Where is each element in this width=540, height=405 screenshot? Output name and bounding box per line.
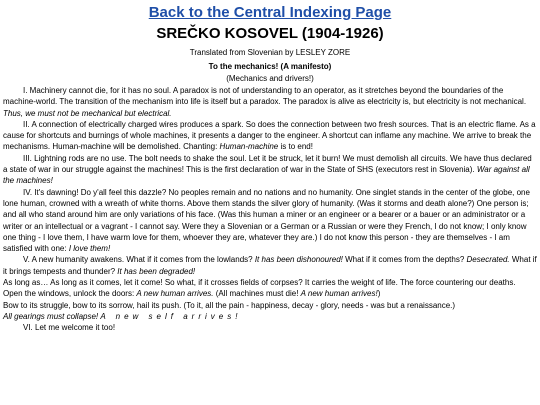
paragraph-1 <box>3 85 537 119</box>
paragraph-2-emphasis: Human-machine <box>219 142 279 152</box>
paragraph-5 <box>3 254 537 277</box>
translator-credit: Translated from Slovenian by LESLEY ZORE <box>189 48 351 57</box>
back-to-index-link[interactable]: Back to the Central Indexing Page <box>148 4 392 21</box>
manifesto-subtitle: (Mechanics and drivers!) <box>226 74 314 83</box>
paragraph-4-emphasis: I love them! <box>68 244 111 254</box>
paragraph-5-mid: What if it comes from the depths? <box>342 255 467 265</box>
paragraph-4-text: IV. It's dawning! Do y'all feel this dazzle? No peoples remain and no nations and no humanity. One singlet stands in the center of the globe, one lone human, crowned with a wreath of white thorns. Above them stands the silver glory of humanity. (Was it storms and death alone?) One person is; and all who stand around him are only variations of his face. (Was this human a miner or an engineer or a bearer or a bauer or an administrator or a writer or an intellectual or a vagrant - I cannot say. Were they a Slovenian or a German or a Russian or were they French, I do not know; I only know one thing - I love them, I have warm love for them, whoever they are, whatever they are.) I do not know this person - they are themselves - I am satisfied with one: <box>3 187 530 254</box>
paragraph-5-emphasis-2: Desecrated. <box>466 255 510 265</box>
paragraph-5-text: V. A new humanity awakens. What if it comes from the lowlands? <box>23 255 255 265</box>
manifesto-title: To the mechanics! (A manifesto) <box>208 62 332 71</box>
paragraph-2-tail: is to end! <box>278 142 313 152</box>
paragraph-4 <box>3 187 537 255</box>
paragraph-6: VI. Let me welcome it too! <box>23 323 116 333</box>
line-8: Bow to its struggle, bow to its sorrow, hail its push. (To it, all the pain - happiness, decay - glory, needs - was but a renaissance.) <box>3 300 456 310</box>
paragraph-3 <box>3 153 537 187</box>
line-7-tail: ) <box>377 289 381 299</box>
line-6: As long as… As long as it comes, let it come! So what, if it crosses fields of corpses? It carries the weight of life. The force countering our deaths. <box>3 278 516 288</box>
line-9 <box>3 311 537 322</box>
paragraph-3-emphasis: War against all the machines! <box>3 165 530 186</box>
paragraph-5-mid-2: What if it brings tempests and thunder? <box>3 255 537 276</box>
paragraph-2-text: II. A connection of electrically charged wires produces a spark. So does the connection between two fresh sources. That is an electric flame. As a cause for shortcuts and burnings of whole machines, it presents a danger to the engineer. A shortcut can inflame any machine. We arrive to break the mechanisms. Human-machine will be demolished. Chanting: <box>3 119 536 152</box>
line-7-emphasis-1: A new human arrives. <box>136 289 214 299</box>
line-7-mid: (All machines must die! <box>213 289 301 299</box>
paragraph-5-emphasis-1: It has been dishonoured! <box>254 255 343 265</box>
page-title: SREČKO KOSOVEL (1904-1926) <box>156 25 384 42</box>
paragraph-1-emphasis: Thus, we must not be mechanical but electrical. <box>3 108 172 118</box>
paragraph-3-text: III. Lightning rods are no use. The bolt needs to shake the soul. Let it be struck, let it burn! We must demolish all circuits. We have thus declared a state of war in our struggle against the machines! This is the first declaration of war in the State of SHS (executors rest in Slovenia). <box>3 153 532 175</box>
paragraph-2 <box>3 119 537 153</box>
paragraph-1-text: I. Machinery cannot die, for it has no soul. A paradox is not of understanding to an operator, as it stretches beyond the boundaries of the machine-world. The transition of the mechanism into life is itself but a paradox. The paradox is alive as electricity is, but electricity is not mechanical. <box>3 86 527 107</box>
line-9-spaced-emphasis: A new self arrives! <box>100 311 242 321</box>
paragraph-5-emphasis-3: It has been degraded! <box>117 266 196 276</box>
line-7-emphasis-2: A new human arrives! <box>300 289 378 299</box>
line-7 <box>3 288 537 299</box>
line-9-emphasis: All gearings must collapse! <box>3 311 99 321</box>
line-7-text: Open the windows, unlock the doors: <box>3 289 137 299</box>
